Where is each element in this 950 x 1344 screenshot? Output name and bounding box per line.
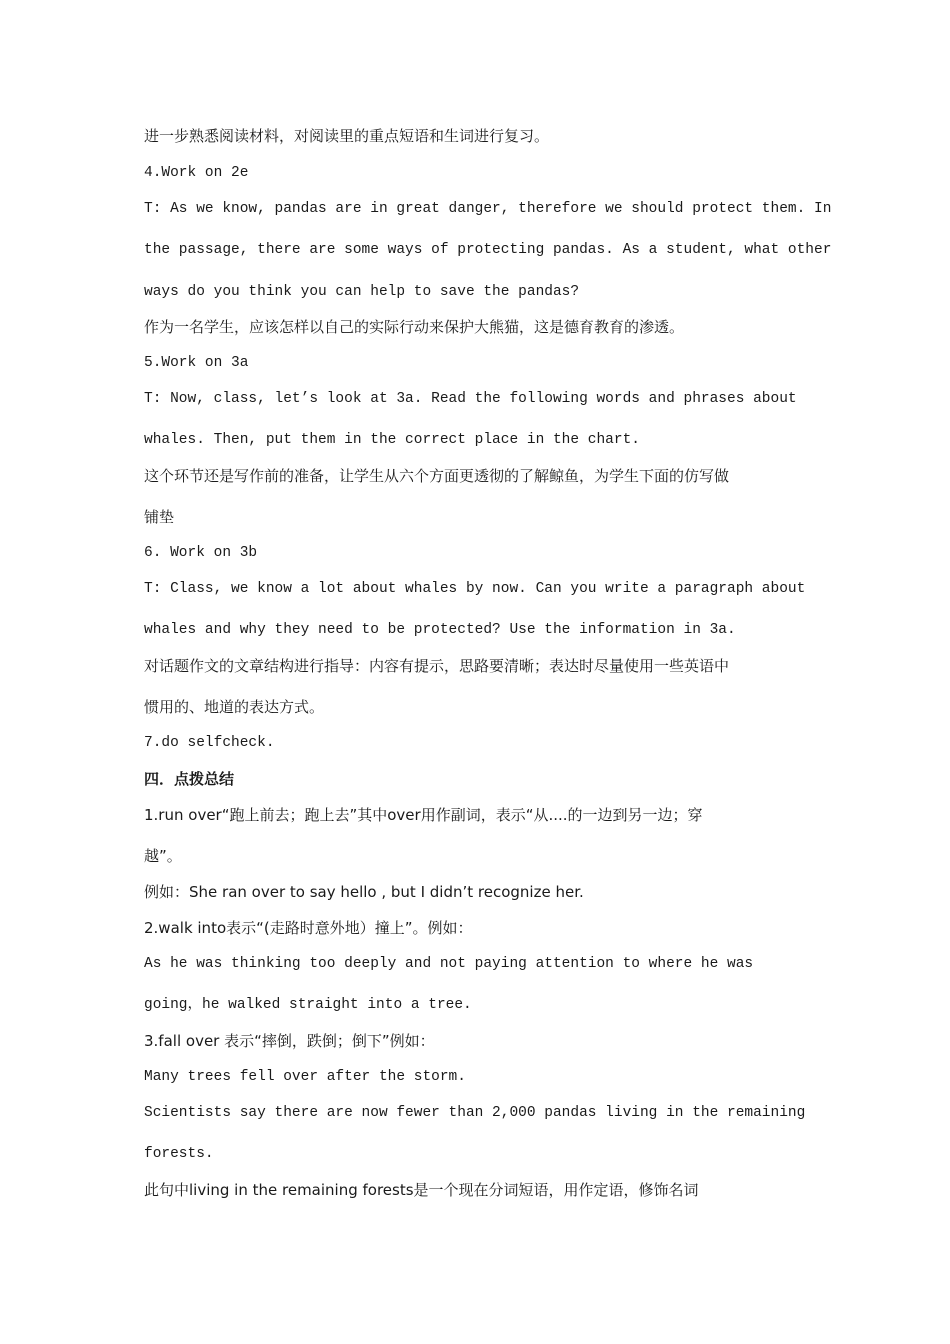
teacher-line-2e-2: the passage, there are some ways of protecting pandas. As a student, what other <box>144 242 832 258</box>
sentence-analysis: 此句中living in the remaining forests是一个现在分词短语，用作定语，修饰名词 <box>144 1181 699 1199</box>
note-3b-1: 对话题作文的文章结构进行指导：内容有提示，思路要清晰；表达时尽量使用一些英语中 <box>144 657 730 675</box>
point-1-example: 例如：She ran over to say hello , but I didn’t recognize her. <box>144 883 584 901</box>
teacher-line-3b-2: whales and why they need to be protected? Use the information in 3a. <box>144 622 736 638</box>
step-heading-2e: 4.Work on 2e <box>144 165 249 181</box>
teacher-line-3b-1: T: Class, we know a lot about whales by now. Can you write a paragraph about <box>144 581 806 597</box>
point-2-example-1: As he was thinking too deeply and not paying attention to where he was <box>144 956 754 972</box>
point-1-line-1: 1.run over“跑上前去；跑上去”其中over用作副词，表示“从....的一边到另一边；穿 <box>144 806 703 824</box>
teacher-line-3a-2: whales. Then, put them in the correct place in the chart. <box>144 432 640 448</box>
section-heading-summary: 四．点拨总结 <box>144 770 235 788</box>
point-2-heading: 2.walk into表示“(走路时意外地）撞上”。例如： <box>144 919 473 937</box>
step-heading-selfcheck: 7.do selfcheck. <box>144 735 275 751</box>
note-3a-1: 这个环节还是写作前的准备，让学生从六个方面更透彻的了解鲸鱼，为学生下面的仿写做 <box>144 467 730 485</box>
point-3-example: Many trees fell over after the storm. <box>144 1069 466 1085</box>
point-2-example-2: going，he walked straight into a tree. <box>144 997 472 1013</box>
step-heading-3b: 6. Work on 3b <box>144 545 258 561</box>
sentence-line-2: forests. <box>144 1146 214 1162</box>
sentence-line-1: Scientists say there are now fewer than 2,000 pandas living in the remaining <box>144 1105 806 1121</box>
note-3a-2: 铺垫 <box>144 508 175 526</box>
note-2e: 作为一名学生，应该怎样以自己的实际行动来保护大熊猫，这是德育教育的渗透。 <box>144 318 685 336</box>
step-heading-3a: 5.Work on 3a <box>144 355 249 371</box>
paragraph-review-note: 进一步熟悉阅读材料，对阅读里的重点短语和生词进行复习。 <box>144 127 550 145</box>
teacher-line-2e-1: T: As we know, pandas are in great danger, therefore we should protect them. In <box>144 201 832 217</box>
point-3-heading: 3.fall over 表示“摔倒，跌倒；倒下”例如： <box>144 1032 435 1050</box>
point-1-line-2: 越”。 <box>144 847 182 865</box>
teacher-line-3a-1: T: Now, class, let’s look at 3a. Read the following words and phrases about <box>144 391 797 407</box>
teacher-line-2e-3: ways do you think you can help to save the pandas? <box>144 284 580 300</box>
note-3b-2: 惯用的、地道的表达方式。 <box>144 698 325 716</box>
